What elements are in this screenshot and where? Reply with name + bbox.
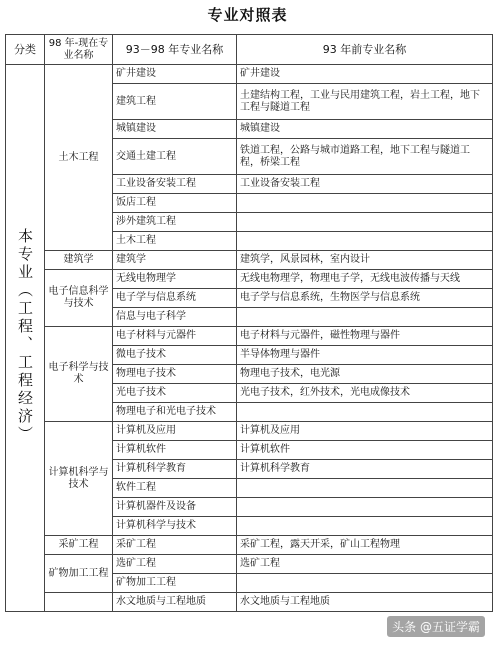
header-pre-93-name: 93 年前专业名称 xyxy=(237,35,493,65)
major-comparison-table xyxy=(5,34,493,612)
old-name-cell xyxy=(237,517,493,536)
header-row xyxy=(6,35,493,65)
group-name-cell: 电子科学与技术 xyxy=(45,327,113,422)
old-name-cell: 采矿工程，露天开采，矿山工程物理 xyxy=(237,536,493,555)
group-name-cell: 采矿工程 xyxy=(45,536,113,555)
header-category: 分类 xyxy=(6,35,45,65)
mid-name-cell: 计算机科学与技术 xyxy=(113,517,237,536)
old-name-cell: 城镇建设 xyxy=(237,120,493,139)
old-name-cell: 工业设备安装工程 xyxy=(237,175,493,194)
mid-name-cell: 计算机科学教育 xyxy=(113,460,237,479)
mid-name-cell: 矿物加工工程 xyxy=(113,574,237,593)
mid-name-cell: 软件工程 xyxy=(113,479,237,498)
mid-name-cell: 计算机及应用 xyxy=(113,422,237,441)
mid-name-cell: 采矿工程 xyxy=(113,536,237,555)
old-name-cell: 计算机及应用 xyxy=(237,422,493,441)
table-row xyxy=(6,555,493,574)
old-name-cell: 建筑学，风景园林，室内设计 xyxy=(237,251,493,270)
table-row xyxy=(6,327,493,346)
header-93-98-name: 93－98 年专业名称 xyxy=(113,35,237,65)
table-row xyxy=(6,270,493,289)
mid-name-cell: 水文地质与工程地质 xyxy=(113,593,237,612)
mid-name-cell: 饭店工程 xyxy=(113,194,237,213)
old-name-cell: 选矿工程 xyxy=(237,555,493,574)
mid-name-cell: 交通土建工程 xyxy=(113,139,237,175)
mid-name-cell: 电子材料与元器件 xyxy=(113,327,237,346)
old-name-cell xyxy=(237,403,493,422)
old-name-cell: 计算机科学教育 xyxy=(237,460,493,479)
old-name-cell xyxy=(237,194,493,213)
old-name-cell: 电子学与信息系统，生物医学与信息系统 xyxy=(237,289,493,308)
mid-name-cell: 土木工程 xyxy=(113,232,237,251)
mid-name-cell: 工业设备安装工程 xyxy=(113,175,237,194)
category-cell xyxy=(6,65,45,612)
table-row xyxy=(6,422,493,441)
header-current-name: 98 年-现在专业名称 xyxy=(45,35,113,65)
old-name-cell xyxy=(237,574,493,593)
category-label: 本专业（工程、工程经济） xyxy=(16,228,34,444)
mid-name-cell: 光电子技术 xyxy=(113,384,237,403)
table-row xyxy=(6,65,493,84)
watermark: 头条 @五证学霸 xyxy=(387,616,485,637)
group-name-cell: 计算机科学与技术 xyxy=(45,422,113,536)
mid-name-cell: 信息与电子科学 xyxy=(113,308,237,327)
mid-name-cell: 涉外建筑工程 xyxy=(113,213,237,232)
old-name-cell: 矿井建设 xyxy=(237,65,493,84)
mid-name-cell: 选矿工程 xyxy=(113,555,237,574)
mid-name-cell: 建筑学 xyxy=(113,251,237,270)
old-name-cell: 水文地质与工程地质 xyxy=(237,593,493,612)
old-name-cell: 计算机软件 xyxy=(237,441,493,460)
old-name-cell xyxy=(237,479,493,498)
mid-name-cell: 无线电物理学 xyxy=(113,270,237,289)
page-title: 专业对照表 xyxy=(207,6,288,24)
group-name-cell xyxy=(45,593,113,612)
old-name-cell xyxy=(237,308,493,327)
old-name-cell: 光电子技术，红外技术，光电成像技术 xyxy=(237,384,493,403)
table-row xyxy=(6,536,493,555)
mid-name-cell: 物理电子技术 xyxy=(113,365,237,384)
mid-name-cell: 城镇建设 xyxy=(113,120,237,139)
group-name-cell: 建筑学 xyxy=(45,251,113,270)
old-name-cell xyxy=(237,213,493,232)
table-row xyxy=(6,251,493,270)
old-name-cell: 无线电物理学，物理电子学，无线电波传播与天线 xyxy=(237,270,493,289)
old-name-cell: 半导体物理与器件 xyxy=(237,346,493,365)
table-row xyxy=(6,593,493,612)
mid-name-cell: 电子学与信息系统 xyxy=(113,289,237,308)
mid-name-cell: 建筑工程 xyxy=(113,84,237,120)
mid-name-cell: 计算机器件及设备 xyxy=(113,498,237,517)
mid-name-cell: 计算机软件 xyxy=(113,441,237,460)
mid-name-cell: 矿井建设 xyxy=(113,65,237,84)
group-name-cell: 电子信息科学与技术 xyxy=(45,270,113,327)
old-name-cell xyxy=(237,232,493,251)
old-name-cell: 电子材料与元器件，磁性物理与器件 xyxy=(237,327,493,346)
table-body xyxy=(6,65,493,612)
group-name-cell: 矿物加工工程 xyxy=(45,555,113,593)
old-name-cell: 土建结构工程，工业与民用建筑工程，岩土工程，地下工程与隧道工程 xyxy=(237,84,493,120)
group-name-cell: 土木工程 xyxy=(45,65,113,251)
mid-name-cell: 物理电子和光电子技术 xyxy=(113,403,237,422)
mid-name-cell: 微电子技术 xyxy=(113,346,237,365)
old-name-cell xyxy=(237,498,493,517)
old-name-cell: 铁道工程，公路与城市道路工程，地下工程与隧道工程，桥梁工程 xyxy=(237,139,493,175)
old-name-cell: 物理电子技术，电光源 xyxy=(237,365,493,384)
